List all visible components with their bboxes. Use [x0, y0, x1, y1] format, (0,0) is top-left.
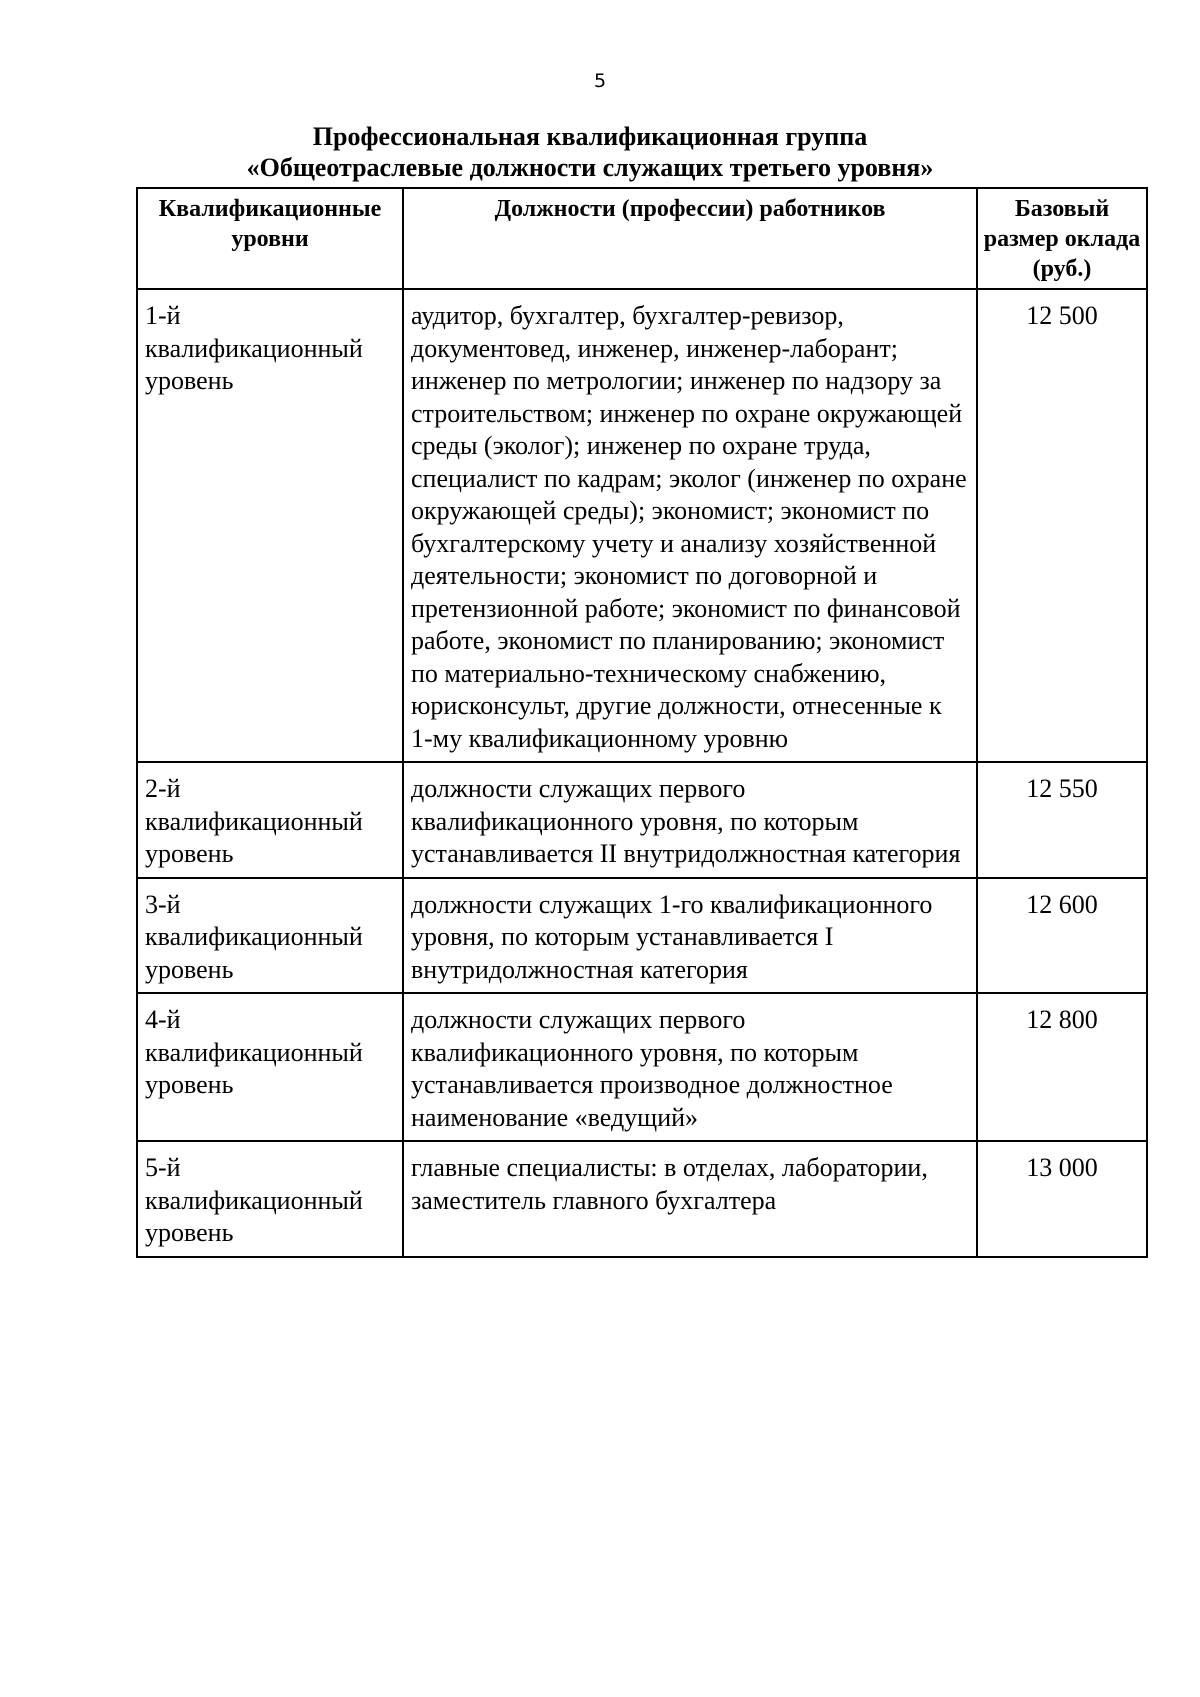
header-salary: Базовый размер оклада (руб.) — [977, 188, 1147, 289]
level-cell: 4-й квалификационный уровень — [137, 993, 403, 1141]
salary-cell: 12 500 — [977, 289, 1147, 762]
title-line-1: Профессиональная квалификационная группа — [312, 122, 868, 151]
title-line-2: «Общеотраслевые должности служащих третьего уровня» — [246, 153, 934, 182]
table-row — [137, 993, 1147, 1141]
qualification-table — [136, 187, 1148, 1258]
table-header-row — [137, 188, 1147, 289]
positions-cell: должности служащих первого квалификационного уровня, по которым устанавливается производное должностное наименование «ведущий» — [403, 993, 977, 1141]
salary-cell: 12 600 — [977, 878, 1147, 994]
header-levels: Квалификационные уровни — [137, 188, 403, 289]
positions-cell: должности служащих 1-го квалификационного уровня, по которым устанавливается I внутридолжностная категория — [403, 878, 977, 994]
document-title — [126, 121, 1054, 183]
level-cell: 3-й квалификационный уровень — [137, 878, 403, 994]
table-row — [137, 878, 1147, 994]
table-row — [137, 289, 1147, 762]
positions-cell: аудитор, бухгалтер, бухгалтер-ревизор, документовед, инженер, инженер-лаборант; инженер по метрологии; инженер по надзору за строительством; инженер по охране окружающей среды (эколог); инженер по охране труда, специалист по кадрам; эколог (инженер по охране окружающей среды); экономист; экономист по бухгалтерскому учету и анализу хозяйственной деятельности; экономист по договорной и претензионной работе; экономист по финансовой работе, экономист по планированию; экономист по материально-техническому снабжению, юрисконсульт, другие должности, отнесенные к 1-му квалификационному уровню — [403, 289, 977, 762]
positions-cell: главные специалисты: в отделах, лаборатории, заместитель главного бухгалтера — [403, 1141, 977, 1257]
page-number: 5 — [593, 70, 607, 92]
level-cell: 1-й квалификационный уровень — [137, 289, 403, 762]
salary-cell: 13 000 — [977, 1141, 1147, 1257]
table-row — [137, 1141, 1147, 1257]
salary-cell: 12 800 — [977, 993, 1147, 1141]
table-row — [137, 762, 1147, 878]
level-cell: 2-й квалификационный уровень — [137, 762, 403, 878]
positions-cell: должности служащих первого квалификационного уровня, по которым устанавливается II внутридолжностная категория — [403, 762, 977, 878]
salary-cell: 12 550 — [977, 762, 1147, 878]
header-positions: Должности (профессии) работников — [403, 188, 977, 289]
level-cell: 5-й квалификационный уровень — [137, 1141, 403, 1257]
